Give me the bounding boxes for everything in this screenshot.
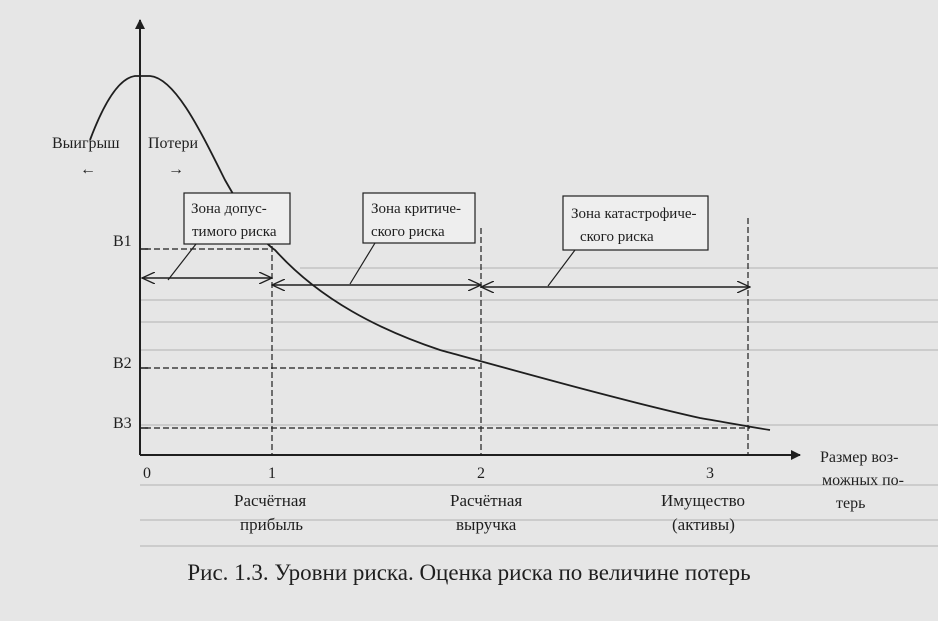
point-label-assets: Имущество (активы): [661, 491, 745, 534]
x-axis-label: Размер воз- можных по- терь: [820, 449, 904, 512]
y-mark-b1: B1: [113, 233, 132, 250]
loss-label: Потери: [148, 135, 198, 152]
x-tick-0: 0: [143, 465, 151, 482]
zone-pointer-2: [350, 243, 375, 284]
svg-text:Зона критиче-: Зона критиче-: [371, 201, 462, 217]
loss-arrow: →: [168, 161, 184, 178]
y-mark-b3: B3: [113, 415, 132, 432]
x-tick-3: 3: [706, 465, 714, 482]
x-tick-2: 2: [477, 465, 485, 482]
zone-box-catastrophic: [563, 196, 708, 250]
svg-text:Зона катастрофиче-: Зона катастрофиче-: [571, 206, 697, 222]
risk-curve: [90, 76, 770, 430]
y-mark-b2: B2: [113, 355, 132, 372]
svg-text:тимого риска: тимого риска: [192, 224, 277, 240]
point-label-profit: Расчётная прибыль: [234, 491, 307, 534]
gain-label: Выигрыш: [52, 135, 120, 152]
zone-box-acceptable: [184, 193, 290, 244]
point-label-revenue: Расчётная выручка: [450, 491, 523, 534]
gain-arrow: ←: [80, 161, 96, 178]
svg-text:Зона допус-: Зона допус-: [191, 201, 267, 217]
x-tick-1: 1: [268, 465, 276, 482]
figure-caption: Рис. 1.3. Уровни риска. Оценка риска по величине потерь: [187, 560, 751, 585]
svg-text:ского риска: ского риска: [580, 229, 654, 245]
svg-text:ского риска: ского риска: [371, 224, 445, 240]
zone-box-critical: [363, 193, 475, 243]
